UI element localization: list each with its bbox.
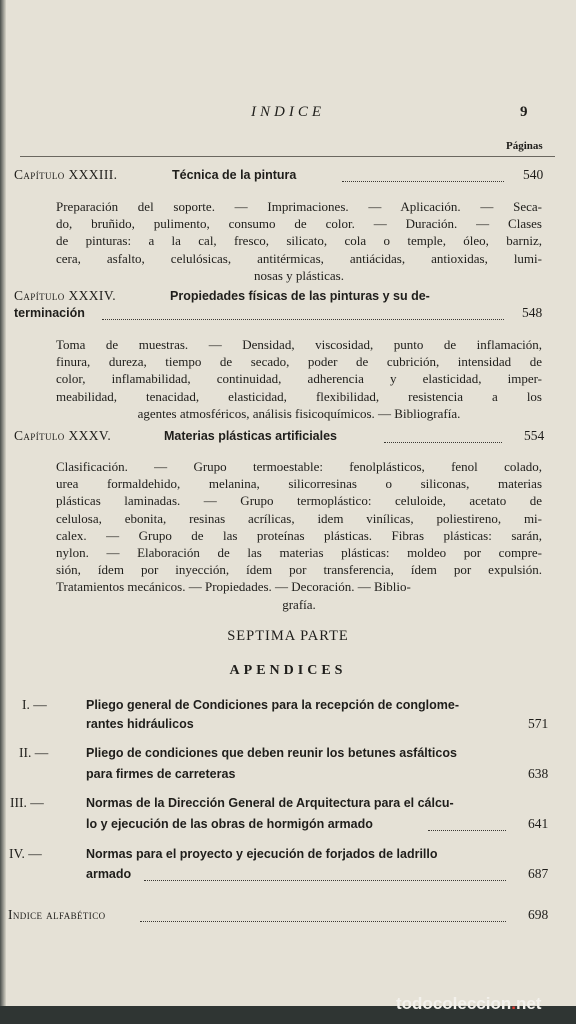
- appendix-page: 571: [528, 716, 549, 731]
- index-label: Indice alfabético: [8, 907, 106, 922]
- desc-line: plásticas laminadas. — Grupo termoplástico: celuloide, acetato de: [56, 493, 542, 509]
- dot-leader: [102, 319, 504, 320]
- desc-line: nylon. — Elaboración de las materias plásticas: moldeo por compre-: [56, 544, 542, 560]
- watermark-dot: .: [511, 994, 516, 1013]
- toc-entry-chapter-33: [0, 167, 576, 187]
- toc-entry-appendix-1: [0, 697, 576, 717]
- desc-line: urea formaldehido, melanina, silicorresinas o siliconas, materias: [56, 476, 542, 492]
- toc-entry-chapter-34-cont: [0, 305, 576, 325]
- appendix-number: I. —: [22, 697, 47, 712]
- toc-entry-appendix-3-cont: [0, 816, 576, 836]
- page-title: INDICE: [251, 104, 325, 120]
- desc-line: do, bruñido, pulimento, consumo de color. — Duración. — Clases: [56, 216, 542, 232]
- chapter-label: Capítulo XXXIII.: [14, 167, 118, 182]
- chapter-title-continued: terminación: [14, 306, 85, 320]
- toc-entry-index: [0, 907, 576, 927]
- appendix-title-continued: rantes hidráulicos: [86, 717, 194, 731]
- chapter-label: Capítulo XXXV.: [14, 428, 112, 443]
- toc-entry-chapter-35: [0, 428, 576, 448]
- desc-line: meabilidad, tenacidad, elasticidad, flexibilidad, resistencia a los: [56, 388, 542, 404]
- part-title: SEPTIMA PARTE: [227, 628, 349, 644]
- chapter-title: Propiedades físicas de las pinturas y su de-: [170, 289, 430, 303]
- chapter-33-description: [56, 198, 542, 284]
- toc-entry-appendix-4: [0, 846, 576, 866]
- part-subtitle: APENDICES: [229, 663, 347, 678]
- toc-entry-appendix-4-cont: [0, 866, 576, 886]
- appendix-number: III. —: [10, 795, 44, 810]
- watermark-text: todocoleccion: [396, 994, 512, 1013]
- toc-entry-appendix-2: [0, 745, 576, 765]
- desc-line: cera, asfalto, celulósicas, antitérmicas, antiácidas, antioxidas, lumi-: [56, 250, 542, 266]
- desc-line: Tratamientos mecánicos. — Propiedades. — Decoración. — Biblio-: [56, 579, 411, 595]
- appendix-page: 641: [528, 816, 549, 831]
- page-number: 9: [520, 104, 528, 120]
- chapter-34-description: [56, 336, 542, 422]
- desc-line: grafía.: [282, 596, 316, 612]
- chapter-label: Capítulo XXXIV.: [14, 288, 117, 303]
- desc-line: Preparación del soporte. — Imprimaciones. — Aplicación. — Seca-: [56, 199, 542, 214]
- chapter-title: Técnica de la pintura: [172, 168, 297, 182]
- dot-leader: [144, 880, 506, 881]
- desc-line: agentes atmosféricos, análisis fisicoquímicos. — Bibliografía.: [137, 405, 461, 421]
- paginas-label: Páginas: [506, 140, 543, 152]
- appendix-title-continued: lo y ejecución de las obras de hormigón armado: [86, 817, 373, 831]
- appendix-title-continued: para firmes de carreteras: [86, 767, 236, 781]
- appendix-number: IV. —: [9, 846, 42, 861]
- desc-line: color, inflamabilidad, continuidad, adherencia y elasticidad, imper-: [56, 371, 542, 387]
- appendix-title: Pliego general de Condiciones para la recepción de conglome-: [86, 698, 460, 712]
- desc-line: Clasificación. — Grupo termoestable: fenolplásticos, fenol colado,: [56, 459, 542, 474]
- appendix-title: Normas para el proyecto y ejecución de forjados de ladrillo: [86, 847, 438, 861]
- desc-line: Toma de muestras. — Densidad, viscosidad, punto de inflamación,: [56, 337, 542, 352]
- dot-leader: [140, 921, 506, 922]
- index-page: 698: [528, 907, 549, 922]
- dot-leader: [428, 830, 506, 831]
- appendix-title-continued: armado: [86, 867, 132, 881]
- desc-line: finura, dureza, tiempo de secado, poder de cubrición, intensidad de: [56, 354, 542, 370]
- desc-line: de pinturas: a la cal, fresco, silicato, cola o temple, óleo, barniz,: [56, 233, 542, 249]
- appendix-page: 638: [528, 766, 549, 781]
- toc-entry-appendix-1-cont: [0, 716, 576, 736]
- desc-line: nosas y plásticas.: [254, 267, 344, 283]
- desc-line: celulosa, ebonita, resinas acrílicas, idem vinílicas, poliestireno, mi-: [56, 510, 542, 526]
- chapter-title: Materias plásticas artificiales: [164, 429, 338, 443]
- watermark: [396, 994, 541, 1014]
- desc-line: calex. — Grupo de las proteínas plásticas. Fibras plásticas: sarán,: [56, 527, 542, 543]
- toc-entry-appendix-3: [0, 795, 576, 815]
- toc-entry-appendix-2-cont: [0, 766, 576, 786]
- appendix-number: II. —: [19, 745, 49, 760]
- header-rule: [20, 156, 555, 157]
- watermark-text-suffix: net: [515, 994, 542, 1013]
- chapter-page: 554: [524, 428, 545, 443]
- chapter-page: 548: [522, 305, 543, 320]
- dot-leader: [384, 442, 502, 443]
- chapter-35-description: [56, 458, 542, 613]
- desc-line: sión, ídem por inyección, ídem por transferencia, ídem por expulsión.: [56, 562, 542, 578]
- appendix-title: Normas de la Dirección General de Arquitectura para el cálcu-: [86, 796, 454, 810]
- dot-leader: [342, 181, 504, 182]
- chapter-page: 540: [523, 167, 544, 182]
- appendix-page: 687: [528, 866, 549, 881]
- appendix-title: Pliego de condiciones que deben reunir los betunes asfálticos: [86, 746, 457, 760]
